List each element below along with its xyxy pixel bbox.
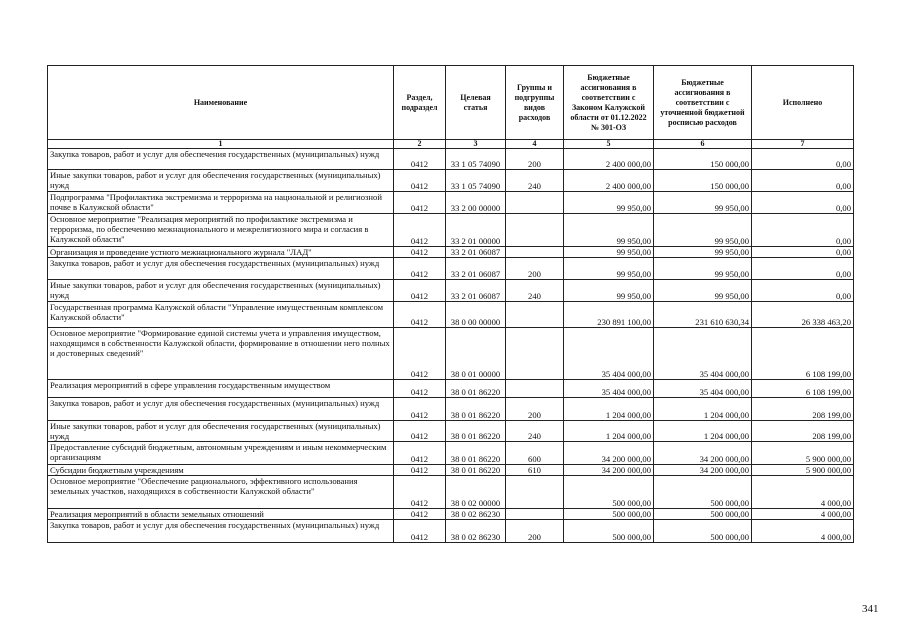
cell-article: 33 2 01 06087 xyxy=(446,258,506,280)
cell-law-allocation: 500 000,00 xyxy=(564,509,654,520)
cell-article: 38 0 01 86220 xyxy=(446,465,506,476)
cell-section: 0412 xyxy=(394,247,446,258)
cell-expense-type xyxy=(506,247,564,258)
header-name: Наименование xyxy=(48,66,394,140)
table-row xyxy=(48,247,854,258)
cell-name: Реализация мероприятий в области земельных отношений xyxy=(48,509,394,520)
cell-refined-allocation: 1 204 000,00 xyxy=(654,398,752,421)
cell-law-allocation: 2 400 000,00 xyxy=(564,170,654,192)
cell-executed: 208 199,00 xyxy=(752,421,854,442)
cell-law-allocation: 35 404 000,00 xyxy=(564,380,654,398)
cell-expense-type: 200 xyxy=(506,149,564,170)
cell-name: Основное мероприятие "Обеспечение рационального, эффективного использования земельных участков, находящихся в собственности Калужской области" xyxy=(48,476,394,509)
header-refined-allocations: Бюджетные ассигнования в соответствии с уточненной бюджетной росписью расходов xyxy=(654,66,752,140)
table-row xyxy=(48,398,854,421)
cell-name: Иные закупки товаров, работ и услуг для обеспечения государственных (муниципальных) нужд xyxy=(48,170,394,192)
column-number: 1 xyxy=(48,140,394,149)
column-number: 5 xyxy=(564,140,654,149)
cell-section: 0412 xyxy=(394,258,446,280)
cell-refined-allocation: 150 000,00 xyxy=(654,149,752,170)
cell-executed: 208 199,00 xyxy=(752,398,854,421)
table-row xyxy=(48,421,854,442)
cell-executed: 0,00 xyxy=(752,280,854,302)
cell-section: 0412 xyxy=(394,509,446,520)
cell-article: 38 0 01 86220 xyxy=(446,398,506,421)
cell-article: 38 0 01 86220 xyxy=(446,380,506,398)
cell-name: Субсидии бюджетным учреждениям xyxy=(48,465,394,476)
cell-refined-allocation: 35 404 000,00 xyxy=(654,380,752,398)
table-row xyxy=(48,476,854,509)
cell-section: 0412 xyxy=(394,380,446,398)
cell-section: 0412 xyxy=(394,520,446,543)
cell-section: 0412 xyxy=(394,214,446,247)
cell-expense-type: 240 xyxy=(506,421,564,442)
table-row xyxy=(48,328,854,380)
cell-refined-allocation: 150 000,00 xyxy=(654,170,752,192)
table-row xyxy=(48,170,854,192)
cell-refined-allocation: 231 610 630,34 xyxy=(654,302,752,328)
cell-article: 33 2 01 06087 xyxy=(446,280,506,302)
table-row xyxy=(48,520,854,543)
cell-refined-allocation: 99 950,00 xyxy=(654,247,752,258)
cell-law-allocation: 99 950,00 xyxy=(564,280,654,302)
cell-refined-allocation: 1 204 000,00 xyxy=(654,421,752,442)
cell-executed: 0,00 xyxy=(752,247,854,258)
cell-name: Закупка товаров, работ и услуг для обеспечения государственных (муниципальных) нужд xyxy=(48,398,394,421)
cell-name: Подпрограмма "Профилактика экстремизма и терроризма на национальной и религиозной почве в Калужской области" xyxy=(48,192,394,214)
cell-section: 0412 xyxy=(394,421,446,442)
cell-section: 0412 xyxy=(394,398,446,421)
cell-law-allocation: 99 950,00 xyxy=(564,258,654,280)
cell-refined-allocation: 500 000,00 xyxy=(654,520,752,543)
cell-article: 38 0 02 86230 xyxy=(446,509,506,520)
cell-expense-type xyxy=(506,192,564,214)
cell-name: Закупка товаров, работ и услуг для обеспечения государственных (муниципальных) нужд xyxy=(48,258,394,280)
cell-expense-type: 240 xyxy=(506,280,564,302)
header-article: Целевая статья xyxy=(446,66,506,140)
cell-expense-type: 200 xyxy=(506,258,564,280)
cell-expense-type xyxy=(506,302,564,328)
table-row xyxy=(48,149,854,170)
cell-law-allocation: 35 404 000,00 xyxy=(564,328,654,380)
cell-refined-allocation: 34 200 000,00 xyxy=(654,465,752,476)
cell-section: 0412 xyxy=(394,302,446,328)
cell-name: Закупка товаров, работ и услуг для обеспечения государственных (муниципальных) нужд xyxy=(48,149,394,170)
cell-refined-allocation: 34 200 000,00 xyxy=(654,442,752,465)
cell-article: 38 0 01 86220 xyxy=(446,421,506,442)
cell-section: 0412 xyxy=(394,149,446,170)
cell-expense-type xyxy=(506,476,564,509)
cell-law-allocation: 500 000,00 xyxy=(564,520,654,543)
cell-name: Иные закупки товаров, работ и услуг для обеспечения государственных (муниципальных) нужд xyxy=(48,421,394,442)
cell-refined-allocation: 99 950,00 xyxy=(654,192,752,214)
header-executed: Исполнено xyxy=(752,66,854,140)
cell-law-allocation: 1 204 000,00 xyxy=(564,398,654,421)
cell-law-allocation: 34 200 000,00 xyxy=(564,442,654,465)
cell-article: 38 0 01 00000 xyxy=(446,328,506,380)
cell-executed: 5 900 000,00 xyxy=(752,442,854,465)
cell-section: 0412 xyxy=(394,328,446,380)
cell-expense-type: 200 xyxy=(506,398,564,421)
cell-executed: 0,00 xyxy=(752,258,854,280)
cell-article: 38 0 02 86230 xyxy=(446,520,506,543)
cell-refined-allocation: 99 950,00 xyxy=(654,258,752,280)
table-row xyxy=(48,280,854,302)
cell-law-allocation: 99 950,00 xyxy=(564,247,654,258)
cell-article: 38 0 02 00000 xyxy=(446,476,506,509)
table-row xyxy=(48,442,854,465)
cell-executed: 5 900 000,00 xyxy=(752,465,854,476)
cell-expense-type xyxy=(506,328,564,380)
table-row xyxy=(48,380,854,398)
cell-section: 0412 xyxy=(394,280,446,302)
cell-section: 0412 xyxy=(394,476,446,509)
cell-refined-allocation: 35 404 000,00 xyxy=(654,328,752,380)
cell-refined-allocation: 500 000,00 xyxy=(654,476,752,509)
cell-refined-allocation: 99 950,00 xyxy=(654,214,752,247)
header-law-allocations: Бюджетные ассигнования в соответствии с Законом Калужской области от 01.12.2022 № 301-ОЗ xyxy=(564,66,654,140)
column-number: 2 xyxy=(394,140,446,149)
cell-executed: 0,00 xyxy=(752,214,854,247)
cell-name: Реализация мероприятий в сфере управления государственным имуществом xyxy=(48,380,394,398)
cell-section: 0412 xyxy=(394,465,446,476)
column-number: 6 xyxy=(654,140,752,149)
budget-table xyxy=(47,65,854,543)
cell-executed: 6 108 199,00 xyxy=(752,380,854,398)
cell-expense-type xyxy=(506,380,564,398)
cell-article: 38 0 00 00000 xyxy=(446,302,506,328)
cell-expense-type: 610 xyxy=(506,465,564,476)
cell-executed: 0,00 xyxy=(752,149,854,170)
cell-expense-type: 200 xyxy=(506,520,564,543)
cell-section: 0412 xyxy=(394,442,446,465)
cell-section: 0412 xyxy=(394,192,446,214)
cell-law-allocation: 230 891 100,00 xyxy=(564,302,654,328)
cell-name: Организация и проведение устного межнационального журнала "ЛАД" xyxy=(48,247,394,258)
table-row xyxy=(48,465,854,476)
cell-law-allocation: 99 950,00 xyxy=(564,214,654,247)
column-number: 4 xyxy=(506,140,564,149)
cell-expense-type xyxy=(506,214,564,247)
cell-law-allocation: 1 204 000,00 xyxy=(564,421,654,442)
cell-name: Иные закупки товаров, работ и услуг для обеспечения государственных (муниципальных) нужд xyxy=(48,280,394,302)
cell-law-allocation: 34 200 000,00 xyxy=(564,465,654,476)
header-groups: Группы и подгруппы видов расходов xyxy=(506,66,564,140)
cell-executed: 0,00 xyxy=(752,170,854,192)
cell-refined-allocation: 500 000,00 xyxy=(654,509,752,520)
header-row xyxy=(48,66,854,140)
cell-article: 33 2 00 00000 xyxy=(446,192,506,214)
column-number: 3 xyxy=(446,140,506,149)
cell-executed: 6 108 199,00 xyxy=(752,328,854,380)
cell-law-allocation: 99 950,00 xyxy=(564,192,654,214)
cell-article: 33 1 05 74090 xyxy=(446,170,506,192)
cell-article: 33 2 01 06087 xyxy=(446,247,506,258)
cell-article: 38 0 01 86220 xyxy=(446,442,506,465)
cell-executed: 26 338 463,20 xyxy=(752,302,854,328)
cell-executed: 4 000,00 xyxy=(752,509,854,520)
cell-name: Закупка товаров, работ и услуг для обеспечения государственных (муниципальных) нужд xyxy=(48,520,394,543)
cell-expense-type: 600 xyxy=(506,442,564,465)
table-row xyxy=(48,192,854,214)
column-number: 7 xyxy=(752,140,854,149)
cell-law-allocation: 2 400 000,00 xyxy=(564,149,654,170)
cell-name: Предоставление субсидий бюджетным, автономным учреждениям и иным некоммерческим организациям xyxy=(48,442,394,465)
cell-expense-type: 240 xyxy=(506,170,564,192)
column-number-row xyxy=(48,140,854,149)
cell-name: Основное мероприятие "Формирование единой системы учета и управления имуществом, находящимся в собственности Калужской области, формирование в отношении него полных и достоверных сведений" xyxy=(48,328,394,380)
cell-refined-allocation: 99 950,00 xyxy=(654,280,752,302)
cell-law-allocation: 500 000,00 xyxy=(564,476,654,509)
header-section: Раздел, подраздел xyxy=(394,66,446,140)
cell-name: Государственная программа Калужской области "Управление имущественным комплексом Калужской области" xyxy=(48,302,394,328)
cell-article: 33 2 01 00000 xyxy=(446,214,506,247)
cell-executed: 0,00 xyxy=(752,192,854,214)
cell-executed: 4 000,00 xyxy=(752,476,854,509)
cell-expense-type xyxy=(506,509,564,520)
table-row xyxy=(48,214,854,247)
table-row xyxy=(48,258,854,280)
cell-executed: 4 000,00 xyxy=(752,520,854,543)
table-row xyxy=(48,302,854,328)
table-row xyxy=(48,509,854,520)
cell-article: 33 1 05 74090 xyxy=(446,149,506,170)
page-number: 341 xyxy=(862,603,879,615)
cell-section: 0412 xyxy=(394,170,446,192)
cell-name: Основное мероприятие "Реализация мероприятий по профилактике экстремизма и терроризма, по обеспечению межнационального и межрелигиозного мира и согласия в Калужской области" xyxy=(48,214,394,247)
